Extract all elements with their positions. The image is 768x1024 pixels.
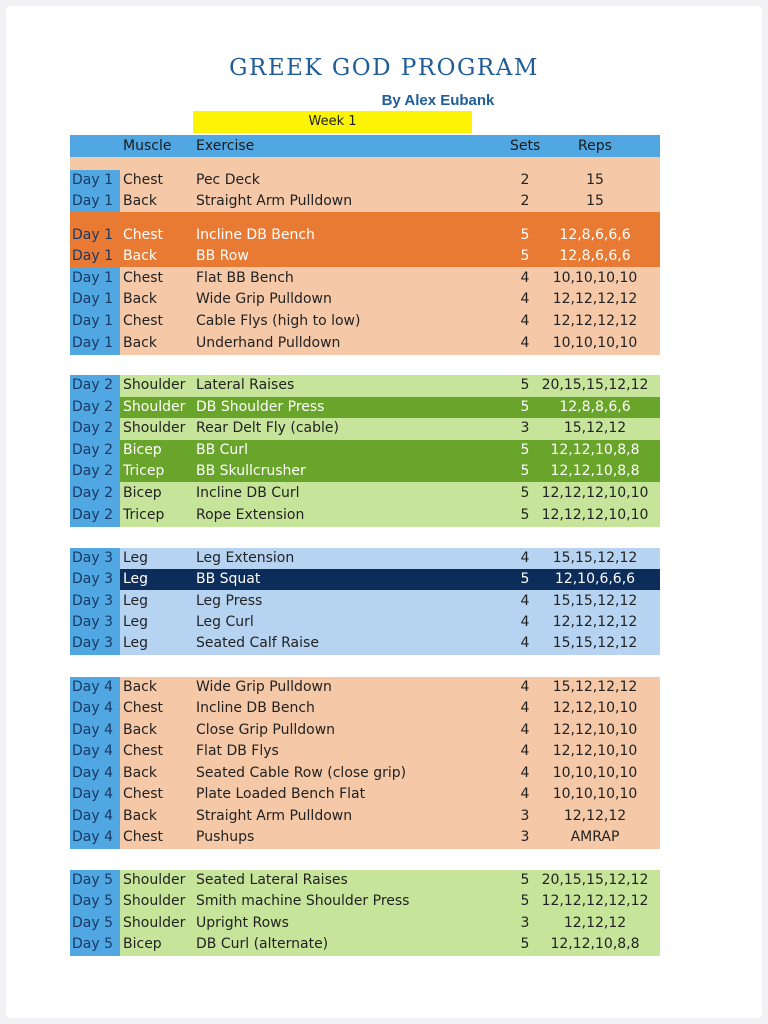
day-cell: Day 3: [72, 550, 114, 566]
table-row: [70, 397, 660, 418]
muscle-cell: Back: [123, 193, 157, 209]
sets-cell: 5: [520, 571, 530, 587]
reps-cell: 15: [586, 172, 604, 188]
sets-cell: 4: [520, 313, 530, 329]
table-row: [70, 483, 660, 504]
program-title: GREEK GOD PROGRAM: [229, 55, 539, 81]
reps-cell: 10,10,10,10: [552, 765, 638, 781]
sets-cell: 5: [520, 485, 530, 501]
sets-cell: 4: [520, 743, 530, 759]
muscle-cell: Shoulder: [123, 872, 186, 888]
day-cell: Day 2: [72, 399, 114, 415]
day-cell: Day 1: [72, 335, 114, 351]
exercise-cell: BB Row: [196, 248, 249, 264]
muscle-cell: Chest: [123, 313, 164, 329]
sets-cell: 3: [520, 915, 530, 931]
table-row: [70, 698, 660, 719]
sets-cell: 4: [520, 335, 530, 351]
sets-cell: 4: [520, 722, 530, 738]
exercise-cell: Smith machine Shoulder Press: [196, 893, 410, 909]
sets-cell: 4: [520, 765, 530, 781]
table-row: [70, 311, 660, 332]
table-row: [70, 827, 660, 848]
muscle-cell: Back: [123, 291, 157, 307]
muscle-cell: Chest: [123, 270, 164, 286]
sets-cell: 2: [520, 193, 530, 209]
exercise-cell: Wide Grip Pulldown: [196, 679, 332, 695]
muscle-cell: Back: [123, 335, 157, 351]
exercise-cell: Plate Loaded Bench Flat: [196, 786, 366, 802]
sets-cell: 4: [520, 700, 530, 716]
day-cell: Day 2: [72, 463, 114, 479]
day-cell: Day 1: [72, 313, 114, 329]
sets-cell: 4: [520, 593, 530, 609]
sets-cell: 2: [520, 172, 530, 188]
table-row: [70, 289, 660, 310]
reps-cell: 10,10,10,10: [552, 270, 638, 286]
muscle-cell: Shoulder: [123, 420, 186, 436]
muscle-cell: Chest: [123, 227, 164, 243]
day-cell: Day 4: [72, 786, 114, 802]
reps-cell: 12,12,12: [563, 915, 627, 931]
muscle-cell: Chest: [123, 700, 164, 716]
day-cell: Day 3: [72, 593, 114, 609]
day-cell: Day 2: [72, 420, 114, 436]
day-cell: Day 1: [72, 291, 114, 307]
table-row: [70, 191, 660, 212]
table-row: [70, 440, 660, 461]
exercise-cell: Seated Calf Raise: [196, 635, 319, 651]
muscle-cell: Bicep: [123, 485, 162, 501]
muscle-cell: Back: [123, 808, 157, 824]
muscle-cell: Bicep: [123, 442, 162, 458]
table-row: [70, 225, 660, 246]
sets-cell: 5: [520, 872, 530, 888]
day-cell: Day 1: [72, 193, 114, 209]
sets-cell: 5: [520, 936, 530, 952]
reps-cell: 12,12,10,10: [552, 700, 638, 716]
sets-cell: 4: [520, 614, 530, 630]
table-row: [70, 612, 660, 633]
day-cell: Day 4: [72, 765, 114, 781]
day-cell: Day 5: [72, 936, 114, 952]
header-reps: Reps: [578, 138, 612, 154]
muscle-cell: Chest: [123, 786, 164, 802]
day-cell: Day 2: [72, 507, 114, 523]
exercise-cell: Straight Arm Pulldown: [196, 808, 353, 824]
day-cell: Day 4: [72, 722, 114, 738]
day-cell: Day 1: [72, 248, 114, 264]
reps-cell: 12,12,10,8,8: [550, 936, 640, 952]
muscle-cell: Chest: [123, 743, 164, 759]
muscle-cell: Bicep: [123, 936, 162, 952]
day-cell: Day 4: [72, 808, 114, 824]
table-row: [70, 720, 660, 741]
exercise-cell: Straight Arm Pulldown: [196, 193, 353, 209]
reps-cell: 15,15,12,12: [552, 550, 638, 566]
reps-cell: 12,12,12,10,10: [541, 507, 649, 523]
table-row: [70, 333, 660, 354]
muscle-cell: Shoulder: [123, 377, 186, 393]
day-cell: Day 4: [72, 829, 114, 845]
sets-cell: 4: [520, 635, 530, 651]
exercise-cell: Close Grip Pulldown: [196, 722, 336, 738]
reps-cell: 15,12,12: [563, 420, 627, 436]
sets-cell: 3: [520, 829, 530, 845]
exercise-cell: DB Shoulder Press: [196, 399, 325, 415]
sets-cell: 4: [520, 291, 530, 307]
reps-cell: 10,10,10,10: [552, 335, 638, 351]
reps-cell: 12,10,6,6,6: [554, 571, 636, 587]
muscle-cell: Shoulder: [123, 915, 186, 931]
table-header: [70, 135, 660, 157]
header-muscle: Muscle: [123, 138, 172, 154]
table-row: [70, 505, 660, 526]
table-row: [70, 548, 660, 569]
sets-cell: 4: [520, 550, 530, 566]
reps-cell: 20,15,15,12,12: [541, 872, 649, 888]
exercise-cell: Pushups: [196, 829, 255, 845]
exercise-cell: Seated Lateral Raises: [196, 872, 348, 888]
sets-cell: 5: [520, 442, 530, 458]
reps-cell: 15,15,12,12: [552, 635, 638, 651]
reps-cell: 12,12,12,12: [552, 313, 638, 329]
sets-cell: 4: [520, 786, 530, 802]
table-row: [70, 870, 660, 891]
exercise-cell: Incline DB Bench: [196, 700, 315, 716]
table-row: [70, 375, 660, 396]
table-row: [70, 891, 660, 912]
muscle-cell: Tricep: [123, 463, 165, 479]
reps-cell: 12,8,6,6,6: [559, 248, 631, 264]
table-row: [70, 461, 660, 482]
reps-cell: 20,15,15,12,12: [541, 377, 649, 393]
sets-cell: 3: [520, 808, 530, 824]
muscle-cell: Back: [123, 679, 157, 695]
muscle-cell: Chest: [123, 829, 164, 845]
exercise-cell: Leg Press: [196, 593, 263, 609]
table-row: [70, 418, 660, 439]
exercise-cell: Lateral Raises: [196, 377, 295, 393]
muscle-cell: Chest: [123, 172, 164, 188]
exercise-cell: Cable Flys (high to low): [196, 313, 361, 329]
sets-cell: 5: [520, 507, 530, 523]
muscle-cell: Leg: [123, 550, 149, 566]
exercise-cell: BB Skullcrusher: [196, 463, 306, 479]
sets-cell: 5: [520, 463, 530, 479]
table-row: [70, 806, 660, 827]
day-cell: Day 4: [72, 743, 114, 759]
exercise-cell: DB Curl (alternate): [196, 936, 329, 952]
reps-cell: 12,8,8,6,6: [559, 399, 631, 415]
day-cell: Day 4: [72, 679, 114, 695]
muscle-cell: Leg: [123, 635, 149, 651]
muscle-cell: Leg: [123, 614, 149, 630]
exercise-cell: Flat BB Bench: [196, 270, 294, 286]
exercise-cell: Upright Rows: [196, 915, 289, 931]
sets-cell: 4: [520, 679, 530, 695]
reps-cell: AMRAP: [570, 829, 620, 845]
day-cell: Day 2: [72, 377, 114, 393]
day-cell: Day 2: [72, 442, 114, 458]
reps-cell: 12,12,12,12,12: [541, 893, 649, 909]
table-row: [70, 677, 660, 698]
exercise-cell: Incline DB Bench: [196, 227, 315, 243]
table-row: [70, 934, 660, 955]
sets-cell: 5: [520, 248, 530, 264]
header-exercise: Exercise: [196, 138, 255, 154]
muscle-cell: Back: [123, 765, 157, 781]
reps-cell: 12,12,10,10: [552, 722, 638, 738]
reps-cell: 12,8,6,6,6: [559, 227, 631, 243]
day-cell: Day 1: [72, 227, 114, 243]
reps-cell: 12,12,10,8,8: [550, 442, 640, 458]
sets-cell: 5: [520, 893, 530, 909]
reps-cell: 10,10,10,10: [552, 786, 638, 802]
reps-cell: 12,12,10,10: [552, 743, 638, 759]
exercise-cell: Underhand Pulldown: [196, 335, 341, 351]
muscle-cell: Leg: [123, 571, 149, 587]
muscle-cell: Shoulder: [123, 893, 186, 909]
day-cell: Day 5: [72, 915, 114, 931]
sets-cell: 5: [520, 227, 530, 243]
exercise-cell: Rear Delt Fly (cable): [196, 420, 339, 436]
week-label: Week 1: [193, 111, 472, 133]
reps-cell: 12,12,12,12: [552, 291, 638, 307]
reps-cell: 12,12,12,10,10: [541, 485, 649, 501]
reps-cell: 15,15,12,12: [552, 593, 638, 609]
reps-cell: 12,12,12: [563, 808, 627, 824]
day-cell: Day 5: [72, 872, 114, 888]
exercise-cell: BB Curl: [196, 442, 248, 458]
sets-cell: 3: [520, 420, 530, 436]
day-cell: Day 3: [72, 571, 114, 587]
sets-cell: 5: [520, 377, 530, 393]
day-cell: Day 3: [72, 614, 114, 630]
table-row: [70, 246, 660, 267]
header-gap: [70, 157, 660, 170]
sets-cell: 5: [520, 399, 530, 415]
table-row: [70, 763, 660, 784]
muscle-cell: Back: [123, 248, 157, 264]
table-row: [70, 741, 660, 762]
header-sets: Sets: [510, 138, 541, 154]
author-subtitle: By Alex Eubank: [381, 92, 495, 109]
muscle-cell: Leg: [123, 593, 149, 609]
table-row: [70, 569, 660, 590]
reps-cell: 15: [586, 193, 604, 209]
table-row: [70, 268, 660, 289]
day-cell: Day 2: [72, 485, 114, 501]
day-cell: Day 3: [72, 635, 114, 651]
muscle-cell: Back: [123, 722, 157, 738]
exercise-cell: Incline DB Curl: [196, 485, 300, 501]
day-cell: Day 4: [72, 700, 114, 716]
day-cell: Day 5: [72, 893, 114, 909]
exercise-cell: Leg Extension: [196, 550, 295, 566]
table-row: [70, 633, 660, 654]
exercise-cell: Wide Grip Pulldown: [196, 291, 332, 307]
table-row: [70, 913, 660, 934]
day-cell: Day 1: [72, 172, 114, 188]
muscle-cell: Tricep: [123, 507, 165, 523]
reps-cell: 12,12,10,8,8: [550, 463, 640, 479]
reps-cell: 15,12,12,12: [552, 679, 638, 695]
exercise-cell: Flat DB Flys: [196, 743, 279, 759]
exercise-cell: Leg Curl: [196, 614, 254, 630]
muscle-cell: Shoulder: [123, 399, 186, 415]
exercise-cell: Seated Cable Row (close grip): [196, 765, 407, 781]
exercise-cell: Pec Deck: [196, 172, 260, 188]
exercise-cell: BB Squat: [196, 571, 261, 587]
reps-cell: 12,12,12,12: [552, 614, 638, 630]
table-row: [70, 784, 660, 805]
exercise-cell: Rope Extension: [196, 507, 305, 523]
day-cell: Day 1: [72, 270, 114, 286]
table-row: [70, 591, 660, 612]
sets-cell: 4: [520, 270, 530, 286]
table-row: [70, 170, 660, 191]
